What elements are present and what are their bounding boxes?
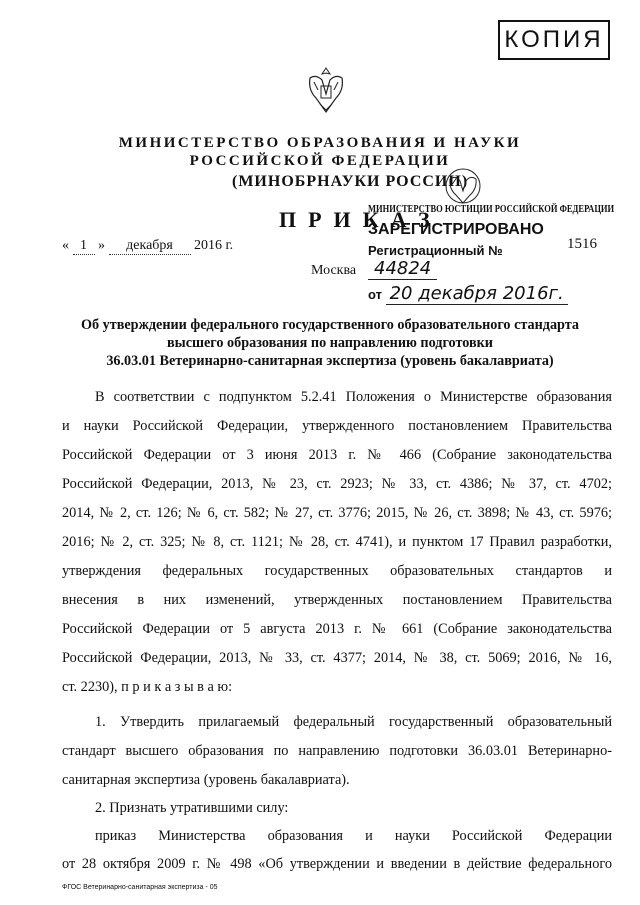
order-date	[62, 238, 233, 255]
registration-date-row	[368, 283, 568, 304]
quote-open: «	[62, 238, 69, 253]
registration-status: ЗАРЕГИСТРИРОВАНО	[368, 221, 544, 238]
body-line: Российской Федерации, 2013, № 33, ст. 4377; 2014, № 38, ст. 5069; 2016, № 16,	[62, 650, 612, 666]
coat-of-arms-icon	[304, 64, 348, 118]
registration-number-row	[368, 243, 568, 279]
body-line: и науки Российской Федерации, утвержденного постановлением Правительства	[62, 418, 612, 434]
ministry-short-name: (МИНОБРНАУКИ РОССИИ)	[232, 173, 469, 190]
body-line: стандарт высшего образования по направлению подготовки 36.03.01 Ветеринарно-	[62, 743, 612, 759]
body-line: утверждения федеральных государственных образовательных стандартов и	[62, 563, 612, 579]
order-day: 1	[73, 238, 95, 255]
footer-note: ФГОС Ветеринарно-санитарная экспертиза - 05	[62, 884, 218, 891]
registration-ministry: МИНИСТЕРСТВО ЮСТИЦИИ РОССИЙСКОЙ ФЕДЕРАЦИИ	[368, 204, 615, 215]
registration-number: 44824	[368, 258, 437, 280]
order-heading: ПРИКАЗ	[279, 207, 442, 232]
title-line-1: Об утверждении федерального государственного образовательного стандарта	[80, 317, 579, 333]
registration-date-label: от	[368, 287, 382, 302]
body-line: от 28 октября 2009 г. № 498 «Об утверждении и введении в действие федерального	[62, 856, 612, 872]
body-line: Российской Федерации от 3 июня 2013 г. № 466 (Собрание законодательства	[62, 447, 612, 463]
order-year: 2016 г.	[194, 238, 234, 253]
justice-emblem-icon	[444, 165, 482, 207]
order-number	[567, 236, 597, 253]
body-line: 1. Утвердить прилагаемый федеральный государственный образовательный	[95, 714, 612, 730]
body-line: приказ Министерства образования и науки Российской Федерации	[95, 828, 612, 844]
body-line: 2016; № 2, ст. 325; № 8, ст. 1121; № 28, ст. 4741), и пунктом 17 Правил разработки,	[62, 534, 612, 550]
body-line: 2. Признать утратившими силу:	[95, 800, 289, 816]
body-line: внесения в них изменений, утвержденных постановлением Правительства	[62, 592, 612, 608]
title-line-2: высшего образования по направлению подготовки	[167, 335, 493, 351]
body-line: 2014, № 2, ст. 126; № 6, ст. 582; № 27, ст. 3776; 2015, № 26, ст. 3898; № 43, ст. 5976;	[62, 505, 612, 521]
body-line: ст. 2230), п р и к а з ы в а ю:	[62, 679, 233, 695]
order-month: декабря	[109, 238, 191, 255]
order-city: Москва	[311, 263, 357, 278]
body-line: В соответствии с подпунктом 5.2.41 Положения о Министерстве образования	[95, 389, 612, 405]
registration-number-label: Регистрационный №	[368, 243, 503, 258]
body-line: санитарная экспертиза (уровень бакалавриата).	[62, 772, 350, 788]
order-number-value: 1516	[567, 236, 597, 252]
ministry-name-line1: МИНИСТЕРСТВО ОБРАЗОВАНИЯ И НАУКИ	[118, 135, 522, 151]
body-line: Российской Федерации от 5 августа 2013 г. № 661 (Собрание законодательства	[62, 621, 612, 637]
copy-stamp: КОПИЯ	[498, 20, 610, 60]
body-line: Российской Федерации, 2013, № 23, ст. 2923; № 33, ст. 4386; № 37, ст. 4702;	[62, 476, 612, 492]
ministry-name-line2: РОССИЙСКОЙ ФЕДЕРАЦИИ	[189, 153, 451, 169]
registration-date: 20 декабря 2016г.	[386, 283, 568, 305]
quote-close: »	[98, 238, 105, 253]
title-line-3: 36.03.01 Ветеринарно-санитарная экспертиза (уровень бакалавриата)	[106, 353, 554, 369]
